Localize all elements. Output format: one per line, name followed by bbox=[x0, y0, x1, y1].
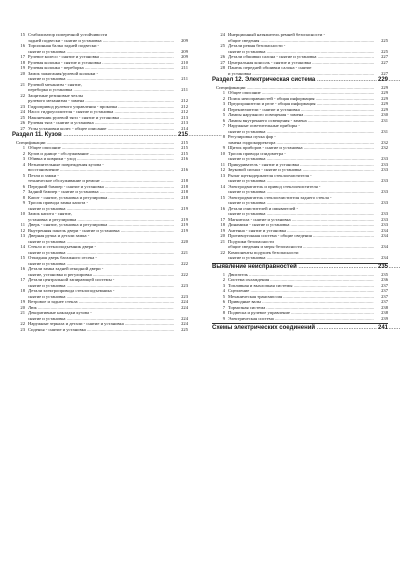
entry-page-number: 216 bbox=[175, 156, 188, 162]
entry-page-number: 238 bbox=[375, 310, 388, 316]
entry-text: Кузов и днище - обслуживание ..... bbox=[28, 151, 174, 157]
section-heading bbox=[12, 132, 188, 140]
entry-page-number: 227 bbox=[375, 54, 388, 60]
section-page-number: 235 bbox=[377, 264, 388, 271]
entry-text: Защитные резиновые чехлы bbox=[28, 92, 83, 98]
entry-page-number: 236 bbox=[375, 277, 388, 283]
entry-page-number: 211 bbox=[175, 76, 188, 82]
entry-text: снятие и установка ..... bbox=[228, 200, 374, 206]
entry-number: 19 bbox=[20, 65, 25, 70]
entry-page-number: 225 bbox=[175, 327, 188, 333]
entry-page-number: 232 bbox=[375, 140, 388, 146]
entry-text: Топливная и выхлопная системы ..... bbox=[228, 283, 374, 289]
entry-number: 8 bbox=[22, 194, 25, 200]
toc-entry-continuation bbox=[212, 71, 388, 77]
entry-number: 25 bbox=[220, 43, 225, 48]
entry-text: Передний бампер - снятие и установка ..... bbox=[28, 184, 174, 190]
entry-number: 20 bbox=[20, 70, 25, 76]
entry-text: Спецификации ..... bbox=[16, 140, 174, 146]
section-title: Раздел 11. Кузов ..... bbox=[12, 132, 222, 140]
entry-number: 22 bbox=[20, 92, 25, 98]
entry-text: Дверь - снятие, установка и регулировка ..... bbox=[28, 222, 174, 228]
entry-text: Люк ..... bbox=[28, 305, 174, 311]
entry-number: 9 bbox=[22, 200, 25, 205]
entry-page-number: 211 bbox=[175, 65, 188, 71]
entry-page-number: 212 bbox=[175, 109, 188, 115]
entry-number: 20 bbox=[220, 233, 225, 238]
entry-number: 3 bbox=[22, 156, 25, 161]
entry-number: 11 bbox=[220, 161, 225, 167]
entry-text: Механическая трансмиссия ..... bbox=[228, 294, 374, 300]
entry-text: Сцепление ..... bbox=[228, 288, 374, 294]
entry-number: 2 bbox=[22, 150, 25, 156]
entry-text: Тросик привода замка капота - bbox=[28, 200, 88, 205]
entry-number: 10 bbox=[20, 211, 25, 216]
entry-text: Замок зажигания/рулевой колонки - bbox=[28, 70, 98, 76]
entry-text: Стабилизатор поперечной устойчивости bbox=[28, 32, 108, 37]
section-heading bbox=[212, 264, 388, 272]
section-divider bbox=[212, 263, 388, 264]
entry-text: Электродвигатель и привод стеклоочистителя - bbox=[228, 183, 321, 189]
entry-number: 9 bbox=[222, 315, 225, 321]
entry-number: 14 bbox=[220, 183, 225, 189]
entry-number: 15 bbox=[20, 32, 25, 37]
entry-page-number: 231 bbox=[375, 118, 388, 124]
entry-page-number: 212 bbox=[175, 104, 188, 110]
entry-text: Электрическая система ..... bbox=[228, 316, 374, 322]
entry-number: 26 bbox=[220, 54, 225, 59]
entry-text: Торсионная балка задней подвески - bbox=[28, 43, 100, 48]
entry-page-number: 209 bbox=[175, 38, 188, 44]
entry-text: Приводные валы ..... bbox=[228, 299, 374, 305]
entry-page-number: 220 bbox=[175, 239, 188, 245]
entry-number: 19 bbox=[20, 299, 25, 304]
section-title: Раздел 12. Электрическая система ..... bbox=[212, 77, 400, 85]
entry-text: Детали обшивки салона - снятие и установка ..... bbox=[228, 54, 374, 60]
entry-page-number: 234 bbox=[375, 255, 388, 261]
entry-number: 16 bbox=[20, 43, 25, 48]
entry-page-number: 229 bbox=[375, 101, 388, 107]
entry-number: 17 bbox=[20, 54, 25, 59]
entry-text: установка и регулировка ..... bbox=[28, 217, 174, 223]
entry-text: Подушки безопасности bbox=[228, 238, 274, 244]
section-heading bbox=[212, 77, 388, 85]
entry-page-number: 213 bbox=[175, 115, 188, 121]
section-page-number: 215 bbox=[177, 132, 188, 138]
entry-text: рулевого механизма - замена ..... bbox=[28, 98, 174, 104]
entry-page-number: 223 bbox=[175, 294, 188, 300]
entry-page-number: 233 bbox=[375, 211, 388, 217]
entry-text: общие сведения ..... bbox=[228, 38, 374, 44]
toc-entry bbox=[12, 126, 188, 132]
entry-number: 12 bbox=[220, 167, 225, 172]
entry-text: Наружные осветительные приборы - bbox=[228, 123, 300, 128]
entry-text: снятие и установка ..... bbox=[28, 261, 174, 267]
entry-text: Рулевая колонка - снятие и установка ..... bbox=[28, 60, 174, 66]
entry-number: 4 bbox=[222, 288, 225, 294]
entry-page-number: 239 bbox=[375, 316, 388, 322]
entry-page-number: 233 bbox=[375, 200, 388, 206]
entry-page-number: 211 bbox=[175, 87, 188, 93]
entry-text: Гидропривод рулевого управления - прокачка ..... bbox=[28, 104, 174, 110]
entry-page-number: 237 bbox=[375, 288, 388, 294]
entry-number: 7 bbox=[222, 123, 225, 128]
entry-number: 19 bbox=[220, 227, 225, 233]
entry-text: Подвеска и рулевое управление ..... bbox=[228, 310, 374, 316]
entry-text: снятие и установка ..... bbox=[228, 211, 374, 217]
entry-text: замена гидрокорректора ..... bbox=[228, 140, 374, 146]
entry-page-number: 227 bbox=[375, 71, 388, 77]
entry-text: Капот - снятие, установка и регулировка ..... bbox=[28, 195, 174, 201]
entry-text: Тросик привода спидометра - bbox=[228, 150, 286, 156]
entry-text: Рулевая колонка - переборка ..... bbox=[28, 65, 174, 71]
entry-number: 4 bbox=[222, 106, 225, 112]
entry-page-number: 233 bbox=[375, 162, 388, 168]
entry-number: 17 bbox=[220, 216, 225, 222]
entry-number: 20 bbox=[20, 304, 25, 310]
entry-text: задней подвески - снятие и установка ..... bbox=[28, 38, 174, 44]
entry-number: 18 bbox=[220, 222, 225, 227]
entry-number: 7 bbox=[22, 189, 25, 194]
toc-entry-continuation bbox=[212, 255, 388, 261]
entry-page-number: 229 bbox=[375, 85, 388, 91]
section-page-number: 241 bbox=[377, 324, 388, 331]
entry-number: 21 bbox=[220, 238, 225, 244]
entry-number: 9 bbox=[222, 145, 225, 150]
entry-page-number: 218 bbox=[175, 178, 188, 184]
entry-text: снятие и установка ..... bbox=[228, 255, 374, 261]
entry-text: Общее описание ..... bbox=[28, 145, 174, 151]
entry-number: 6 bbox=[22, 183, 25, 189]
entry-page-number: 224 bbox=[175, 305, 188, 311]
entry-page-number: 225 bbox=[375, 38, 388, 44]
entry-text: снятие и установка ..... bbox=[228, 49, 374, 55]
entry-text: Лампы внутреннего освещения - замена ..... bbox=[228, 118, 374, 124]
entry-text: Регулировка пучка фар - bbox=[228, 134, 276, 139]
entry-number: 2 bbox=[222, 277, 225, 283]
entry-page-number: 215 bbox=[175, 140, 188, 146]
entry-number: 25 bbox=[20, 114, 25, 120]
entry-text: снятие и установка ..... bbox=[228, 129, 374, 135]
entry-text: Детали ремня безопасности - bbox=[228, 43, 286, 48]
entry-text: снятие и установка ..... bbox=[28, 283, 174, 289]
entry-page-number: 215 bbox=[175, 145, 188, 151]
entry-page-number: 237 bbox=[375, 294, 388, 300]
section-divider bbox=[212, 323, 388, 324]
entry-number: 16 bbox=[20, 266, 25, 271]
entry-page-number: 224 bbox=[175, 321, 188, 327]
entry-text: снятие и установка ..... bbox=[228, 156, 374, 162]
toc-column-right bbox=[212, 32, 388, 332]
entry-number: 1 bbox=[222, 271, 225, 277]
entry-page-number: 219 bbox=[175, 217, 188, 223]
entry-number: 8 bbox=[222, 310, 225, 316]
entry-number: 13 bbox=[220, 172, 225, 178]
entry-text: Стекло и стеклоподъемник двери - bbox=[28, 244, 97, 249]
entry-text: Спецификации ..... bbox=[216, 85, 374, 91]
entry-number: 22 bbox=[20, 321, 25, 326]
entry-text: Двигатель ..... bbox=[228, 272, 374, 278]
entry-page-number: 223 bbox=[175, 283, 188, 289]
entry-page-number: 218 bbox=[175, 195, 188, 201]
entry-number: 22 bbox=[220, 249, 225, 255]
entry-text: Переключатели - снятие и установка ..... bbox=[228, 107, 374, 113]
entry-page-number: 229 bbox=[375, 107, 388, 113]
entry-page-number: 232 bbox=[375, 145, 388, 151]
entry-number: 11 bbox=[20, 222, 25, 227]
entry-text: снятие и установка ..... bbox=[28, 294, 174, 300]
entry-page-number: 221 bbox=[175, 250, 188, 256]
entry-number: 23 bbox=[20, 326, 25, 332]
entry-page-number: 215 bbox=[175, 151, 188, 157]
entry-text: Поиск неисправностей - общая информация ..... bbox=[228, 96, 374, 102]
entry-text: Инерционный натяжитель ремней безопасности - bbox=[228, 32, 325, 37]
entry-text: снятие, установка и регулировка ..... bbox=[28, 272, 174, 278]
toc-column-left bbox=[12, 32, 188, 332]
section-page-number: 229 bbox=[377, 77, 388, 83]
entry-text: Лампы наружного освещения - замена ..... bbox=[228, 112, 374, 118]
entry-page-number: 222 bbox=[175, 272, 188, 278]
entry-text: Ветровое и заднее стекла ..... bbox=[28, 299, 174, 305]
entry-page-number: 233 bbox=[375, 156, 388, 162]
entry-page-number: 229 bbox=[375, 90, 388, 96]
entry-number: 12 bbox=[20, 227, 25, 233]
entry-page-number: 216 bbox=[175, 167, 188, 173]
entry-page-number: 234 bbox=[375, 244, 388, 250]
entry-text: Система охлаждения ..... bbox=[228, 277, 374, 283]
entry-page-number: 227 bbox=[375, 60, 388, 66]
entry-text: Предохранители и реле - общая информация ..... bbox=[228, 101, 374, 107]
entry-page-number: 209 bbox=[175, 54, 188, 60]
entry-page-number: 209 bbox=[175, 49, 188, 55]
entry-page-number: 233 bbox=[375, 178, 388, 184]
entry-text: Тормозная система ..... bbox=[228, 305, 374, 311]
entry-text: снятие и установка ..... bbox=[28, 250, 174, 256]
entry-number: 15 bbox=[20, 255, 25, 260]
entry-text: Детали замка задней откидной двери - bbox=[28, 266, 104, 271]
entry-number: 10 bbox=[220, 150, 225, 156]
entry-number: 6 bbox=[222, 299, 225, 305]
entry-page-number: 230 bbox=[375, 112, 388, 118]
entry-page-number: 219 bbox=[175, 222, 188, 228]
entry-text: Панель передней обшивки салона - снятие bbox=[228, 65, 312, 70]
entry-number: 14 bbox=[20, 244, 25, 249]
entry-page-number: 233 bbox=[375, 167, 388, 173]
entry-text: Внутренняя панель двери - снятие и установка ..... bbox=[28, 228, 174, 234]
entry-text: Обивка и коврики - уход ..... bbox=[28, 156, 174, 162]
entry-text: Прикуриватель - снятие и установка ..... bbox=[228, 162, 374, 168]
entry-page-number: 222 bbox=[175, 261, 188, 267]
entry-text: восстановление ..... bbox=[28, 167, 174, 173]
entry-text: техническое обслуживание и ремонт ..... bbox=[28, 178, 174, 184]
entry-number: 28 bbox=[220, 65, 225, 70]
entry-number: 26 bbox=[20, 120, 25, 125]
entry-number: 18 bbox=[20, 288, 25, 293]
entry-text: Магнитола - снятие и установка ..... bbox=[228, 217, 374, 223]
entry-text: Наружные зеркала и детали - снятие и установка ..... bbox=[28, 321, 174, 327]
entry-page-number: 237 bbox=[375, 283, 388, 289]
entry-number: 24 bbox=[20, 109, 25, 114]
entry-text: снятие и установка ..... bbox=[228, 178, 374, 184]
entry-page-number: 219 bbox=[175, 228, 188, 234]
entry-number: 6 bbox=[222, 117, 225, 123]
entry-text: Задний бампер - снятие и установка ..... bbox=[28, 189, 174, 195]
entry-page-number: 234 bbox=[375, 233, 388, 239]
entry-page-number: 233 bbox=[375, 217, 388, 223]
entry-page-number: 234 bbox=[375, 228, 388, 234]
section-title: Схемы электрических соединений ..... bbox=[212, 325, 400, 333]
entry-number: 24 bbox=[220, 32, 225, 37]
section-title: Выявление неисправностей ..... bbox=[212, 264, 400, 272]
entry-text: Наконечник рулевой тяги - снятие и установка ..... bbox=[28, 115, 174, 121]
entry-number: 27 bbox=[20, 125, 25, 131]
entry-number: 1 bbox=[22, 145, 25, 150]
entry-text: общие сведения и меры безопасности ..... bbox=[228, 244, 374, 250]
entry-text: Противоугонная система - общие сведения ..... bbox=[228, 233, 374, 239]
entry-text: Декоративные накладки кузова - bbox=[28, 310, 92, 315]
entry-number: 4 bbox=[22, 161, 25, 167]
entry-page-number: 225 bbox=[375, 49, 388, 55]
entry-text: Замок капота - снятие, bbox=[28, 211, 72, 216]
entry-page-number: 214 bbox=[175, 126, 188, 132]
entry-text: Центральная консоль - снятие и установка ..... bbox=[228, 60, 374, 66]
entry-number: 1 bbox=[222, 90, 225, 95]
entry-text: Детали электропривода стеклоподъемника - bbox=[28, 288, 115, 293]
entry-page-number: 212 bbox=[175, 98, 188, 104]
entry-page-number: 231 bbox=[375, 129, 388, 135]
entry-page-number: 213 bbox=[175, 120, 188, 126]
entry-text: Углы установки колес - общее описание ..... bbox=[28, 126, 174, 132]
entry-number: 27 bbox=[220, 59, 225, 65]
entry-page-number: 238 bbox=[375, 305, 388, 311]
entry-number: 15 bbox=[220, 194, 225, 200]
entry-text: Насос гидроусилителя - снятие и установка ..... bbox=[28, 109, 174, 115]
entry-text: Звуковой сигнал - снятие и установка ..... bbox=[228, 167, 374, 173]
entry-number: 3 bbox=[222, 101, 225, 106]
entry-page-number: 218 bbox=[175, 189, 188, 195]
entry-text: снятие и установка ..... bbox=[228, 189, 374, 195]
entry-number: 23 bbox=[20, 103, 25, 109]
entry-text: переборка и установка ..... bbox=[28, 87, 174, 93]
entry-number: 7 bbox=[222, 304, 225, 310]
entry-text: снятие и установка ..... bbox=[28, 206, 174, 212]
entry-text: Петли и замки - bbox=[28, 172, 59, 178]
entry-text: снятие и установка ..... bbox=[28, 49, 174, 55]
toc-entry bbox=[12, 327, 188, 333]
entry-text: Компоненты подушек безопасности bbox=[228, 249, 299, 255]
entry-page-number: 233 bbox=[375, 222, 388, 228]
entry-text: Щиток приборов - снятие и установка ..... bbox=[228, 145, 374, 151]
entry-text: снятие и установка ..... bbox=[28, 76, 174, 82]
entry-text: Незначительные повреждения кузова - bbox=[28, 161, 104, 167]
entry-number: 16 bbox=[220, 205, 225, 211]
entry-number: 17 bbox=[20, 277, 25, 282]
entry-text: Дверная ручка и детали замка - bbox=[28, 233, 90, 238]
entry-page-number: 210 bbox=[175, 60, 188, 66]
entry-number: 5 bbox=[22, 172, 25, 178]
entry-number: 21 bbox=[20, 310, 25, 315]
entry-text: Рулевая тяга - снятие и установка ..... bbox=[28, 120, 174, 126]
entry-text: Детали очистителей и омывателей - bbox=[228, 205, 299, 211]
entry-number: 5 bbox=[222, 112, 225, 117]
entry-text: Детали центральной запирающей системы - bbox=[28, 277, 115, 282]
entry-page-number: 235 bbox=[375, 272, 388, 278]
entry-text: Рулевой механизм - снятие, bbox=[28, 81, 82, 87]
entry-number: 13 bbox=[20, 233, 25, 238]
entry-page-number: 224 bbox=[175, 299, 188, 305]
entry-text: Динамики - снятие и установка ..... bbox=[228, 222, 374, 228]
entry-number: 2 bbox=[222, 95, 225, 101]
entry-text: снятие и установка ..... bbox=[28, 316, 174, 322]
entry-text: снятие и установка ..... bbox=[28, 239, 174, 245]
entry-text: Рулевое колесо - снятие и установка ..... bbox=[28, 54, 174, 60]
entry-text: Антенна - снятие и установка ..... bbox=[228, 228, 374, 234]
entry-number: 5 bbox=[222, 293, 225, 299]
entry-number: 18 bbox=[20, 59, 25, 65]
entry-text: Откидная дверь багажного отсека - bbox=[28, 255, 97, 260]
entry-number: 8 bbox=[222, 134, 225, 139]
entry-text: Электродвигатель стеклоочистителя заднего стекла - bbox=[228, 194, 332, 200]
entry-text: Сиденья - снятие и установка ..... bbox=[28, 327, 174, 333]
section-heading bbox=[212, 325, 388, 333]
entry-page-number: 237 bbox=[375, 299, 388, 305]
entry-text: Рычаг щеткодержателя стеклоочистителя - bbox=[228, 172, 312, 178]
entry-number: 3 bbox=[222, 282, 225, 288]
entry-text: и установка ..... bbox=[228, 71, 374, 77]
entry-page-number: 219 bbox=[175, 206, 188, 212]
entry-number: 21 bbox=[20, 81, 25, 87]
entry-page-number: 229 bbox=[375, 96, 388, 102]
entry-page-number: 218 bbox=[175, 184, 188, 190]
entry-page-number: 233 bbox=[375, 189, 388, 195]
toc-entry bbox=[212, 316, 388, 322]
entry-text: Общее описание ..... bbox=[228, 90, 374, 96]
entry-page-number: 224 bbox=[175, 316, 188, 322]
